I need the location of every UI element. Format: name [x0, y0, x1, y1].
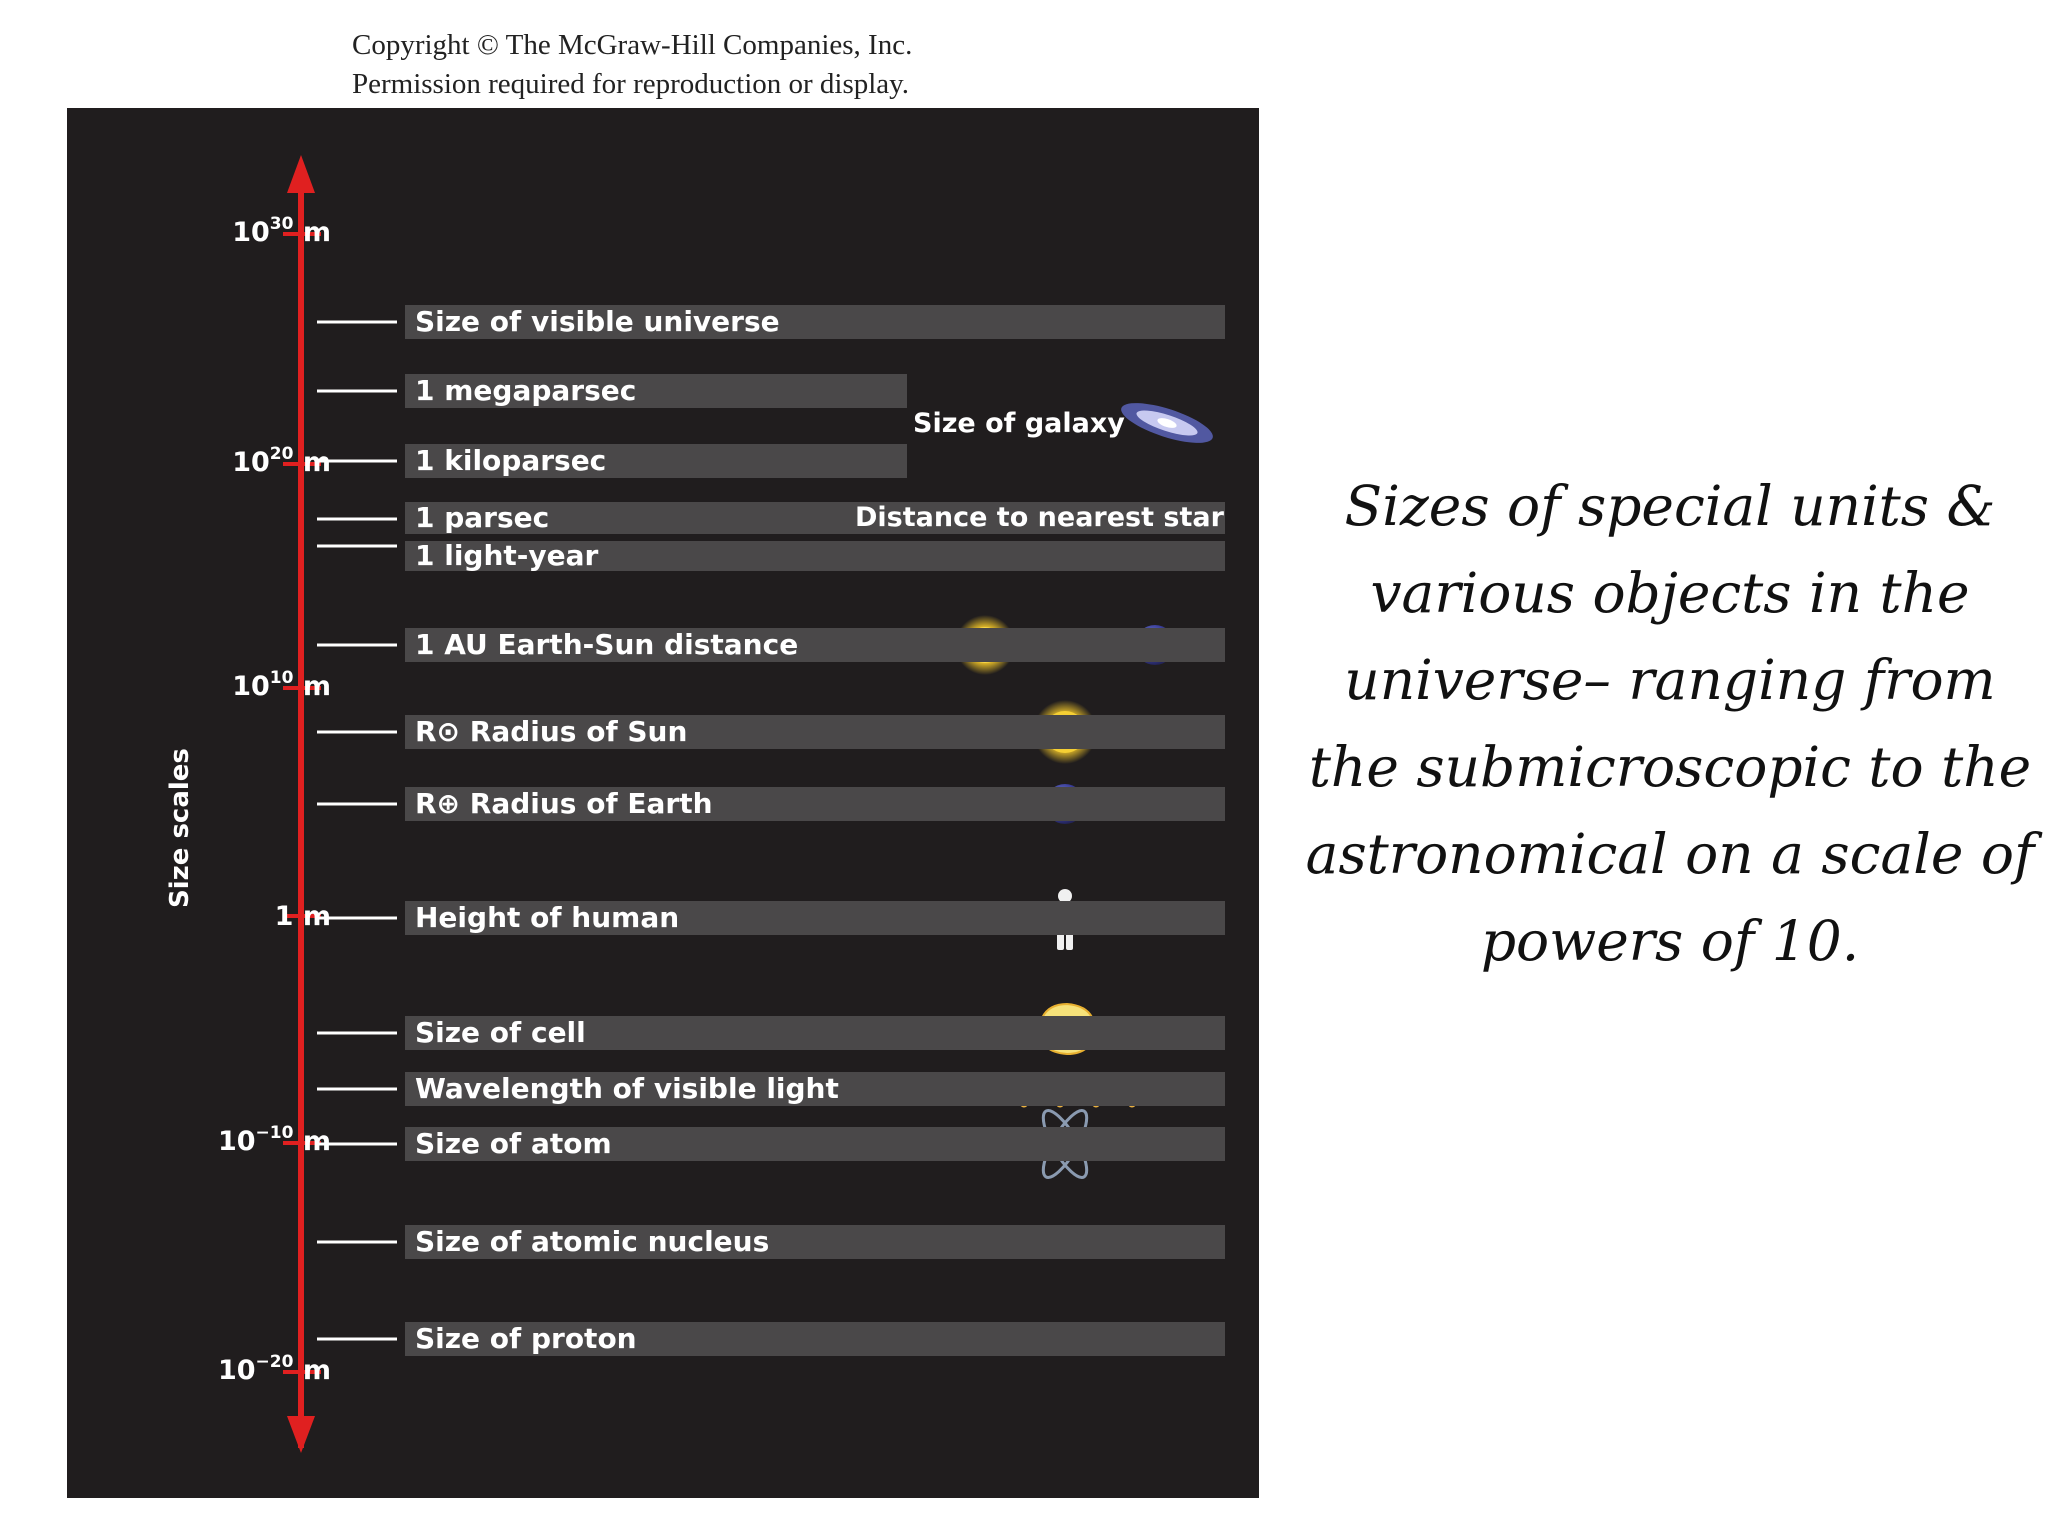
scale-tick-1e-20 [127, 1352, 331, 1392]
label-visible-light: Wavelength of visible light [415, 1072, 839, 1105]
scale-tick-1e30 [127, 214, 331, 254]
tick-exponent: −20 [255, 1352, 294, 1372]
tick-base: 10 [217, 1126, 256, 1157]
label-atom: Size of atom [415, 1127, 612, 1160]
tick-exponent: 30 [269, 214, 294, 234]
tick-unit: m [293, 447, 331, 478]
copyright-line-1: Copyright © The McGraw-Hill Companies, Inc. [352, 29, 913, 61]
copyright-line-2: Permission required for reproduction or display. [352, 68, 910, 100]
size-scale-figure [67, 108, 1259, 1498]
label-parsec: 1 parsec [415, 501, 550, 534]
tick-unit: m [293, 1126, 331, 1157]
label-kiloparsec: 1 kiloparsec [415, 444, 607, 477]
label-proton: Size of proton [415, 1322, 637, 1355]
axis-title: Size scales [165, 748, 195, 908]
tick-base: 10 [232, 671, 270, 702]
scale-tick-1e10 [127, 668, 331, 708]
tick-unit: m [293, 1355, 331, 1386]
label-visible-universe: Size of visible universe [415, 305, 780, 338]
tick-unit: m [293, 671, 331, 702]
scale-tick-1m [127, 898, 331, 938]
label-nucleus: Size of atomic nucleus [415, 1225, 770, 1258]
label-megaparsec: 1 megaparsec [415, 374, 637, 407]
label-radius-sun: R⊙ Radius of Sun [415, 715, 688, 748]
label-cell: Size of cell [415, 1016, 586, 1049]
label-light-year: 1 light-year [415, 539, 599, 572]
axis-arrow-down [287, 1416, 315, 1453]
axis-arrow-up [287, 155, 315, 193]
tick-base: 1 [274, 901, 294, 932]
tick-exponent: 10 [269, 668, 294, 688]
label-radius-earth: R⊕ Radius of Earth [415, 787, 713, 820]
tick-exponent: −10 [255, 1123, 294, 1143]
galaxy-note: Size of galaxy [913, 408, 1125, 439]
scale-tick-1e20 [127, 444, 331, 484]
note-nearest-star: Distance to nearest star [855, 502, 1224, 533]
tick-unit: m [293, 217, 331, 248]
galaxy-icon [1117, 395, 1217, 451]
tick-unit: m [293, 901, 331, 932]
tick-base: 10 [232, 447, 270, 478]
tick-base: 10 [232, 217, 270, 248]
tick-base: 10 [217, 1355, 256, 1386]
scale-tick-1e-10 [127, 1123, 331, 1163]
label-au: 1 AU Earth-Sun distance [415, 628, 799, 661]
copyright-notice [352, 26, 1012, 104]
caption-text: Sizes of special units & various objects in the universe– ranging from the submicroscopic to the astronomical on a scale of powers of 10. [1305, 474, 2035, 973]
label-human: Height of human [415, 901, 680, 934]
tick-exponent: 20 [269, 444, 294, 464]
